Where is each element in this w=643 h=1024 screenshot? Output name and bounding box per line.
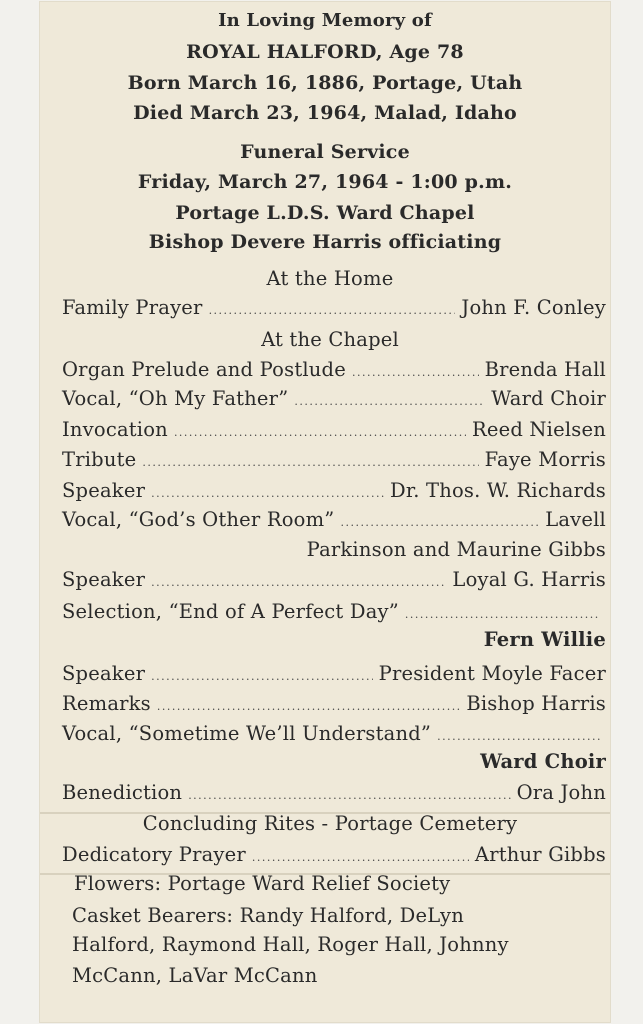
item-value: Reed Nielsen [471, 418, 606, 441]
item-label: Vocal, “Oh My Father” [62, 387, 289, 410]
item-value-continuation: Parkinson and Maurine Gibbs [306, 538, 606, 561]
dot-leader [209, 304, 456, 317]
dot-leader [174, 426, 466, 439]
item-label: Speaker [62, 568, 146, 591]
item-label: Speaker [62, 662, 146, 685]
service-title: Funeral Service [240, 141, 410, 163]
item-label: Benediction [62, 781, 183, 804]
dot-leader [352, 366, 479, 379]
program-item [62, 781, 606, 804]
dot-leader [142, 456, 478, 469]
item-value-continuation: Fern Willie [483, 628, 606, 651]
item-value: John F. Conley [461, 296, 606, 319]
dot-leader [294, 395, 485, 408]
item-label: Family Prayer [62, 296, 203, 319]
program-item [62, 843, 606, 866]
deceased-name: ROYAL HALFORD, Age 78 [186, 41, 464, 63]
item-value: Arthur Gibbs [474, 843, 606, 866]
item-value: Ward Choir [491, 387, 606, 410]
program-item [62, 418, 606, 441]
item-label: Invocation [62, 418, 168, 441]
item-label: Selection, “End of A Perfect Day” [62, 600, 399, 623]
program-item [62, 722, 606, 745]
program-item [62, 568, 606, 591]
program-item [62, 600, 606, 623]
program-item [62, 387, 606, 410]
dot-leader [340, 516, 539, 529]
item-value: Dr. Thos. W. Richards [390, 479, 606, 502]
dot-leader [405, 608, 600, 621]
item-label: Speaker [62, 479, 146, 502]
dot-leader [188, 789, 510, 802]
casket-bearers-line: Halford, Raymond Hall, Roger Hall, Johnny [72, 933, 509, 956]
item-value: Loyal G. Harris [452, 568, 606, 591]
item-value: Lavell [545, 508, 606, 531]
item-label: Remarks [62, 692, 151, 715]
flowers-line: Flowers: Portage Ward Relief Society [74, 872, 451, 895]
service-date: Friday, March 27, 1964 - 1:00 p.m. [137, 171, 513, 193]
dot-leader [151, 670, 373, 683]
program-item [62, 448, 606, 471]
dot-leader [157, 700, 460, 713]
item-label: Dedicatory Prayer [62, 843, 246, 866]
item-value: Brenda Hall [484, 358, 606, 381]
chapel-heading: At the Chapel [261, 328, 399, 351]
dot-leader [437, 730, 600, 743]
death-line: Died March 23, 1964, Malad, Idaho [133, 102, 517, 124]
item-value-continuation: Ward Choir [480, 750, 606, 773]
program-item [62, 662, 606, 685]
dot-leader [252, 851, 469, 864]
home-heading: At the Home [266, 267, 394, 290]
service-place: Portage L.D.S. Ward Chapel [175, 202, 475, 224]
program-item [62, 296, 606, 319]
item-label: Vocal, “God’s Other Room” [62, 508, 335, 531]
dot-leader [151, 576, 446, 589]
item-label: Tribute [62, 448, 137, 471]
casket-bearers-line: Casket Bearers: Randy Halford, DeLyn [72, 904, 464, 927]
item-value: Bishop Harris [466, 692, 606, 715]
dot-leader [151, 487, 384, 500]
birth-line: Born March 16, 1886, Portage, Utah [127, 72, 523, 94]
program-item [62, 692, 606, 715]
program-item [62, 358, 606, 381]
memory-line: In Loving Memory of [218, 10, 432, 31]
item-value: President Moyle Facer [378, 662, 606, 685]
rites-heading: Concluding Rites - Portage Cemetery [142, 812, 518, 835]
officiating-line: Bishop Devere Harris officiating [148, 231, 502, 253]
item-label: Vocal, “Sometime We’ll Understand” [62, 722, 432, 745]
casket-bearers-line: McCann, LaVar McCann [72, 964, 318, 987]
program-item [62, 479, 606, 502]
item-label: Organ Prelude and Postlude [62, 358, 346, 381]
program-item [62, 508, 606, 531]
item-value: Ora John [516, 781, 606, 804]
item-value: Faye Morris [484, 448, 606, 471]
